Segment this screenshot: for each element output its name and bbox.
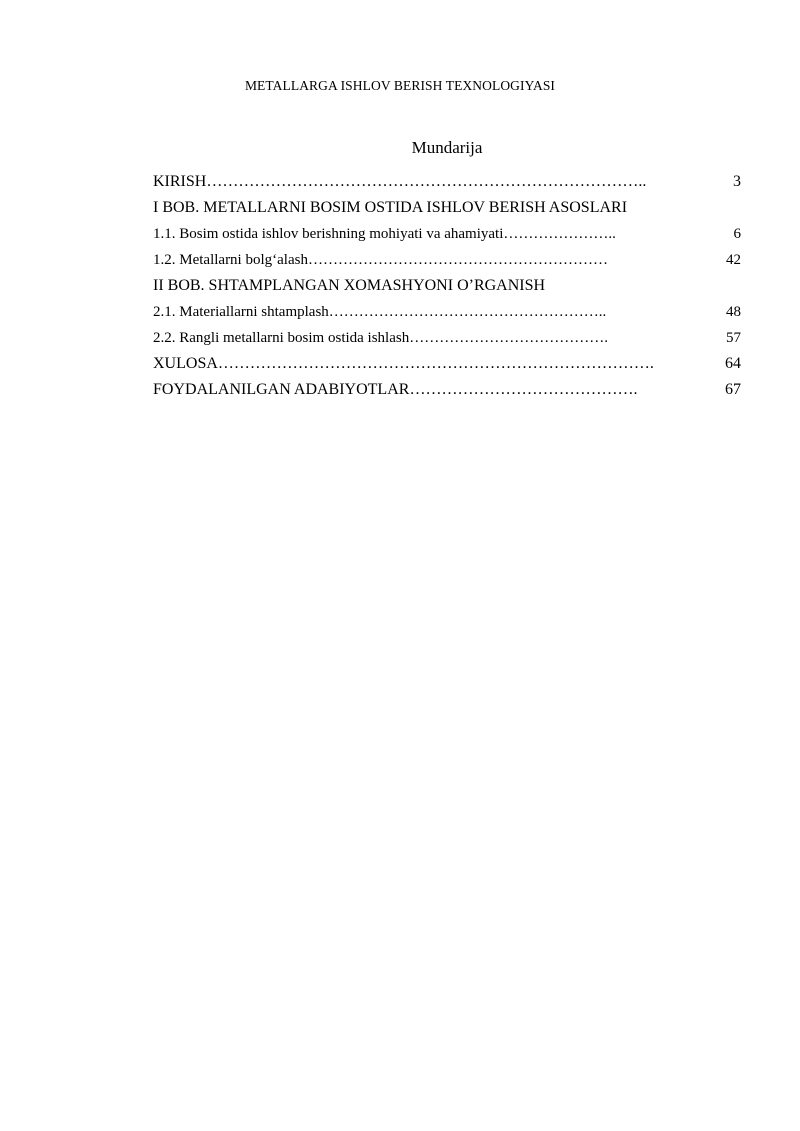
toc-page-number: 6: [733, 226, 741, 242]
toc-chapter-2: [153, 273, 741, 299]
toc-entry-2-1: [153, 299, 741, 325]
table-of-contents: [153, 169, 741, 403]
toc-title: Mundarija: [411, 138, 483, 157]
toc-dot-leader: ……………………………………………………: [307, 252, 608, 268]
toc-entry-2-2: [153, 325, 741, 351]
toc-entry-1-2: [153, 247, 741, 273]
toc-dot-leader: …………………..: [503, 226, 616, 242]
toc-entry-kirish: [153, 169, 741, 195]
toc-page-number: 3: [733, 173, 741, 190]
toc-entry-label: 1.1. Bosim ostida ishlov berishning mohiyati va ahamiyati: [153, 226, 504, 242]
toc-dot-leader: …………………………………….: [409, 381, 638, 398]
toc-dot-leader: ………………………………….: [409, 330, 608, 346]
toc-chapter-1: [153, 195, 741, 221]
toc-dot-leader: ……………………………………………………………………….: [217, 355, 654, 372]
toc-entry-label: 1.2. Metallarni bolg‘alash: [153, 252, 308, 268]
toc-page-number: 64: [725, 355, 741, 372]
toc-chapter-label: II BOB. SHTAMPLANGAN XOMASHYONI O’RGANISH: [153, 277, 546, 294]
page-header: METALLARGA ISHLOV BERISH TEXNOLOGIYASI: [244, 78, 556, 93]
toc-entry-label: XULOSA: [153, 355, 218, 372]
toc-entry-adabiyotlar: [153, 377, 741, 403]
toc-page-number: 67: [725, 381, 741, 398]
toc-page-number: 42: [726, 252, 741, 268]
toc-entry-xulosa: [153, 351, 741, 377]
toc-dot-leader: ………………………………………………………………………..: [206, 173, 647, 190]
toc-entry-label: KIRISH: [153, 173, 207, 190]
toc-entry-label: FOYDALANILGAN ADABIYOTLAR: [153, 381, 410, 398]
toc-entry-label: 2.2. Rangli metallarni bosim ostida ishlash: [153, 330, 410, 346]
toc-chapter-label: I BOB. METALLARNI BOSIM OSTIDA ISHLOV BERISH ASOSLARI: [153, 199, 628, 216]
toc-entry-label: 2.1. Materiallarni shtamplash: [153, 304, 329, 320]
toc-page-number: 57: [726, 330, 741, 346]
toc-dot-leader: ………………………………………………..: [328, 304, 607, 320]
toc-entry-1-1: [153, 221, 741, 247]
toc-page-number: 48: [726, 304, 741, 320]
